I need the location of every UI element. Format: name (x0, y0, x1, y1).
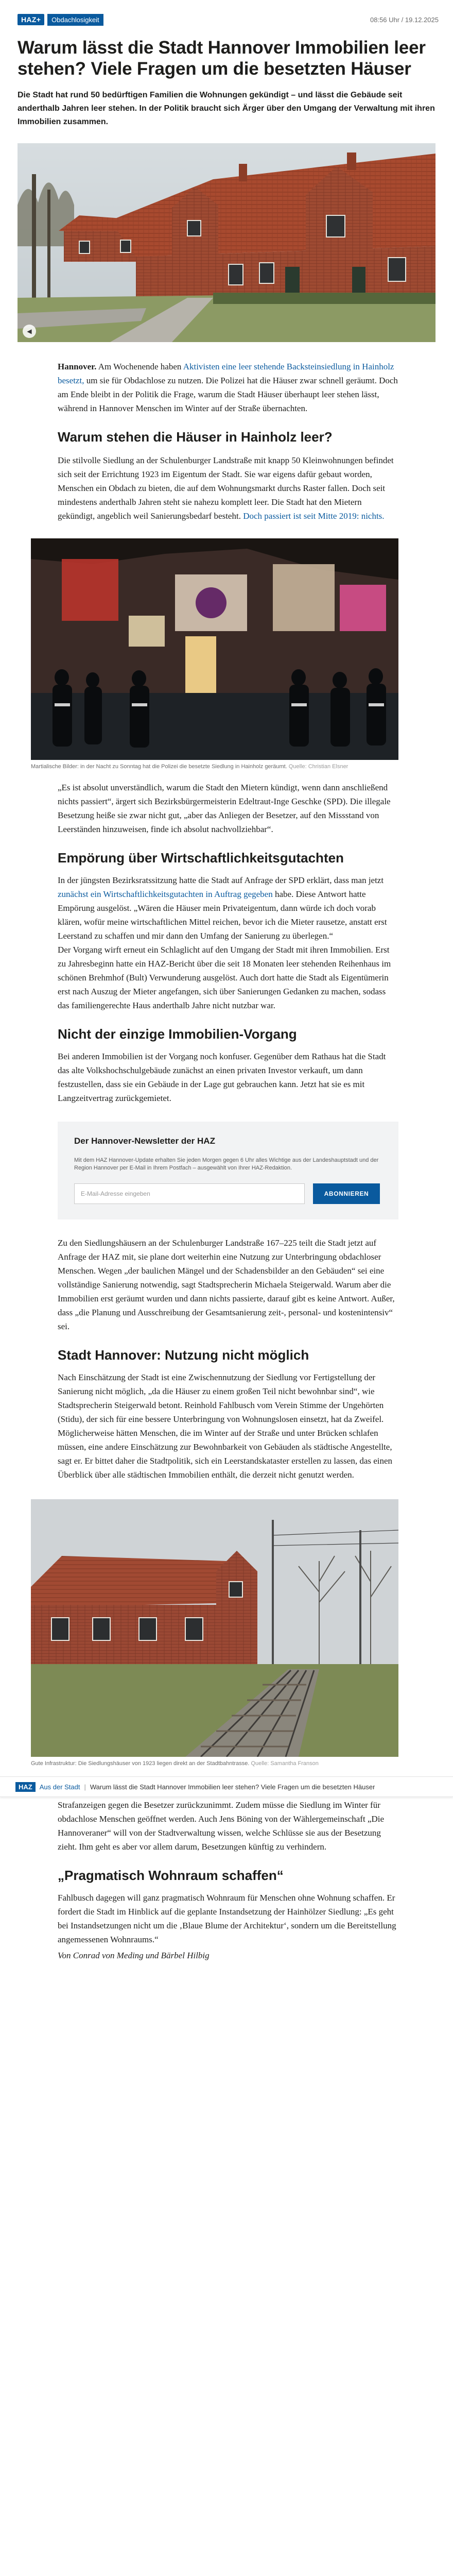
caption-text-1: Martialische Bilder: in der Nacht zu Sonntag hat die Polizei die besetzte Siedlung in Hainholz geräumt. (31, 764, 287, 770)
paragraph-9 (0, 1798, 453, 1854)
photo-caption-2 (0, 1757, 453, 1767)
caption-text-2: Gute Infrastruktur: Die Siedlungshäuser von 1923 liegen direkt an der Stadtbahntrasse. (31, 1760, 250, 1767)
hero-image[interactable] (18, 143, 435, 342)
breadcrumb-title: Warum lässt die Stadt Hannover Immobilien leer stehen? Viele Fragen um die besetzten Häuser (90, 1783, 375, 1791)
newsletter-form (74, 1183, 380, 1204)
paragraph-2 (0, 453, 453, 523)
paragraph-1-text-a: Am Wochenende haben (96, 362, 183, 371)
newsletter-description: Mit dem HAZ Hannover-Update erhalten Sie jeden Morgen gegen 6 Uhr alles Wichtige aus der Landeshauptstadt und der Region Hannover per E-Mail in Ihrem Postfach – ausgewählt von Ihrer HAZ-Redaktion. (74, 1157, 379, 1171)
photo-police-night[interactable] (31, 538, 398, 760)
paragraph-6 (0, 1049, 453, 1105)
paragraph-4-text-a: In der jüngsten Bezirksratssitzung hatte die Stadt auf Anfrage der SPD erklärt, dass man jetzt (58, 875, 384, 885)
subhead-5: „Pragmatisch Wohnraum schaffen“ (58, 1868, 284, 1883)
paragraph-5 (0, 943, 453, 1012)
paragraph-1-text-b: um sie für Obdachlose zu nutzen. Die Polizei hat die Häuser zwar schnell geräumt. Doch am Ende bleibt in der Politik die Frage, warum die Stadt Häuser überhaupt leer stehen lässt, während in Hannover Menschen im Winter auf der Straße übernachten. (58, 376, 398, 413)
haz-plus-badge[interactable] (18, 14, 44, 25)
subscribe-button[interactable]: ABONNIEREN (313, 1183, 380, 1204)
haz-logo-small[interactable]: HAZ (15, 1782, 36, 1792)
link-wirtschaftlichkeitsgutachten[interactable]: zunächst ein Wirtschaftlichkeitsgutachten in Auftrag gegeben (58, 889, 273, 899)
arrow-left-icon[interactable]: ◀ (23, 325, 36, 338)
breadcrumb-section[interactable]: Aus der Stadt (39, 1783, 80, 1791)
dateline: Hannover. (58, 362, 97, 371)
rubric-tag[interactable]: Obdachlosigkeit (47, 14, 103, 26)
paragraph-4-text-b: habe. Diese Antwort hatte Empörung ausgelöst. „Wären die Häuser mein Privateigentum, dann würde ich doch vorab klären, wofür meine wirtschaftlichen Mittel reichen, bevor ich die Mieter rausetze, anstatt erst Leerstand zu schaffen und mir dann den Umfang der Sanierung zu überlegen.“ (58, 889, 387, 941)
photo-police-illustration (31, 538, 398, 760)
paragraph-4 (0, 873, 453, 943)
paragraph-10-text: Fahlbusch dagegen will ganz pragmatisch Wohnraum für Menschen ohne Wohnung schaffen. Er fordert die Stadt im Hinblick auf die geplante Instandsetzung der Hainhölzer Siedlung: „Es geht bei Instandsetzungen nicht um die ‚Blaue Blume der Architektur‘, sondern um die Bereitstellung angemessenen Wohnraums.“ (58, 1893, 396, 1944)
paragraph-8-text: Nach Einschätzung der Stadt ist eine Zwischennutzung der Siedlung vor Fertigstellung der Sanierung nicht möglich, „da die Häuser zu einem großen Teil nicht bewohnbar sind“, wie Stadtsprecherin Steigerwald betont. Reinhold Fahlbusch vom Verein Stimme der Ungehörten (Stidu), der sich für eine bessere Unterbringung von Wohnungslosen einsetzt, hat da Zweifel. Möglicherweise hätten Menschen, die im Winter auf der Straße und unter Brücken schlafen müssen, eine andere Einschätzung zur Bewohnbarkeit von Gebäuden als städtische Angestellte, sagt er. Er bittet daher die Stadtpolitik, sich ein Leerstandskataster erstellen zu lassen, das einen Überblick über alle städtischen Immobilien enthält, die derzeit nicht genutzt werden. (58, 1372, 393, 1480)
caption-credit-1: Quelle: Christian Elsner (288, 764, 349, 770)
paragraph-7-text: Zu den Siedlungshäusern an der Schulenburger Landstraße 167–225 teilt die Stadt jetzt auf Anfrage der HAZ mit, sie plane dort weiterhin eine Nutzung zur Unterbringung obdachloser Menschen. Wegen „der baulichen Mängel und der Schadensbilder an den Gebäuden“ sei eine vollständige Sanierung notwendig, sagt Stadtsprecherin Michaela Steigerwald. Warum aber die Immobilien erst geräumt wurden und dann nichts passierte, darauf gibt es keine Antwort. Außer, dass „die Planung und Ausschreibung der Gesamtsanierung zeit-, personal- und kostenintensiv“ sei. (58, 1238, 395, 1331)
hero-illustration (18, 143, 435, 342)
paragraph-3 (0, 781, 453, 836)
publish-date: 08:56 Uhr / 19.12.2025 (370, 15, 439, 24)
meta-left (18, 14, 103, 26)
haz-logo: HAZ (21, 15, 37, 24)
paragraph-5-text: Der Vorgang wirft erneut ein Schlaglicht auf den Umgang der Stadt mit ihren Immobilien. Erst zu Jahresbeginn hatte ein HAZ-Bericht über die seit 18 Monaten leer stehenden Reihenhaus im schönen Brehmhof (Bult) Verwunderung ausgelöst. Auch dort hatte die Stadt als Eigentümerin erst nach Auszug der Mieter angefangen, sich über Sanierungen Gedanken zu machen, sodass das familiengerechte Haus anderthalb Jahre nicht nutzbar war. (58, 945, 391, 1010)
paragraph-10 (0, 1891, 453, 1946)
byline: Von Conrad von Meding und Bärbel Hilbig (58, 1951, 210, 1960)
paragraph-1 (0, 360, 453, 415)
newsletter-title: Der Hannover-Newsletter der HAZ (74, 1136, 215, 1146)
subhead-4: Stadt Hannover: Nutzung nicht möglich (58, 1347, 309, 1363)
plus-icon: + (36, 15, 41, 24)
newsletter-email-input[interactable] (74, 1183, 305, 1204)
meta-bar (0, 0, 453, 30)
photo-tram-track[interactable] (31, 1499, 398, 1757)
breadcrumb-separator: | (84, 1783, 86, 1791)
paragraph-7 (0, 1236, 453, 1333)
paragraph-8 (0, 1370, 453, 1482)
link-seit-2019[interactable]: Doch passiert ist seit Mitte 2019: nichts. (243, 511, 385, 521)
page-title: Warum lässt die Stadt Hannover Immobilien leer stehen? Viele Fragen um die besetzten Häuser (18, 38, 426, 79)
link-besetzung-hainholz[interactable]: Aktivisten eine leer stehende Backsteinsiedlung in Hainholz besetzt, (58, 362, 394, 385)
photo-tram-illustration (31, 1499, 398, 1757)
subhead-3: Nicht der einzige Immobilien-Vorgang (58, 1026, 297, 1042)
subhead-1: Warum stehen die Häuser in Hainholz leer? (58, 429, 333, 445)
paragraph-6-text: Bei anderen Immobilien ist der Vorgang noch konfuser. Gegenüber dem Rathaus hat die Stadt das alte Volkshochschulgebäude zunächst an einen privaten Investor verkauft, um dann festzustellen, dass sie ein Gebäude in der Lage gut gebrauchen kann. Jetzt hat sie es mit Langzeitvertrag zurückgemietet. (58, 1052, 386, 1103)
paragraph-3-text: „Es ist absolut unverständlich, warum die Stadt den Mietern kündigt, wenn dann anschließend nichts passiert“, ärgert sich Bezirksbürgermeisterin Edeltraut-Inge Geschke (SPD). Die illegale Besetzung heiße sie zwar nicht gut, „aber das Anliegen der Besetzer, auf den Missstand von Leerständen hinzuweisen, finde ich absolut nachvollziehbar“. (58, 783, 391, 834)
photo-caption-1 (0, 760, 453, 770)
paragraph-2-text: Die stilvolle Siedlung an der Schulenburger Landstraße mit knapp 50 Kleinwohnungen befindet sich seit der Errichtung 1923 im Eigentum der Stadt. Sie war eigens dafür gebaut worden, Menschen ein Obdach zu bieten, die auf dem Wohnungsmarkt durchs Raster fallen. Doch seit mindestens anderthalb Jahren steht sie nahezu komplett leer. Die Stadt hat den Mietern gekündigt, angeblich weil Sanierungsbedarf besteht. (58, 455, 394, 521)
paragraph-9-text: Strafanzeigen gegen die Besetzer zurückzunimmt. Zudem müsse die Siedlung im Winter für obdachlose Menschen geöffnet werden. Auch Jens Böning von der Wählergemeinschaft „Die Hannoveraner“ will von der Stadtverwaltung wissen, welche Schlüsse sie aus der Besetzung zieht. Ihm geht es aber vor allem darum, Besetzungen künftig zu verhindern. (58, 1800, 385, 1852)
article-teaser: Die Stadt hat rund 50 bedürftigen Familien die Wohnungen gekündigt – und lässt die Gebäude seit anderthalb Jahren leer stehen. In der Politik braucht sich Ärger über den Umgang der Verwaltung mit ihren Immobilien zusammen. (18, 91, 435, 126)
newsletter-box (58, 1122, 398, 1219)
caption-credit-2: Quelle: Samantha Franson (251, 1760, 319, 1767)
subhead-2: Empörung über Wirtschaftlichkeitsgutachten (58, 850, 344, 866)
sticky-breadcrumb-bar (0, 1776, 453, 1797)
